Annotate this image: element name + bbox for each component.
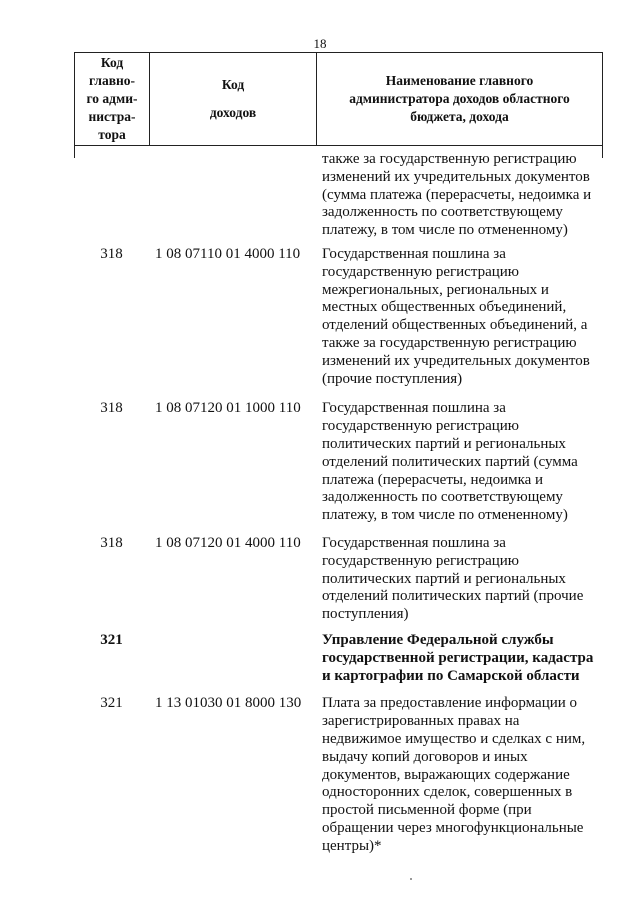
income-name-line: изменений их учредительных документов [322, 168, 590, 185]
table-body [74, 151, 603, 855]
income-name-line: задолженность по соответствующему [322, 204, 563, 221]
header-name [317, 53, 602, 145]
admin-code-cell: 321 [100, 631, 123, 648]
income-name-line: (прочие поступления) [322, 370, 463, 387]
income-code-cell: 1 08 07120 01 1000 110 [155, 400, 301, 417]
income-name-line: платежа (перерасчеты, недоимка и [322, 471, 544, 488]
header-line: Наименование главного [385, 73, 534, 88]
header-line: го адми- [86, 91, 138, 106]
income-name-line: государственную регистрацию [322, 552, 519, 569]
table-row [74, 632, 603, 685]
income-name-line: обращении через многофункциональные [322, 819, 584, 836]
income-name-cell [316, 534, 584, 624]
income-name-line: задолженность по соответствующему [322, 489, 563, 506]
admin-code-cell: 318 [100, 245, 123, 262]
income-name-line: государственную регистрацию [322, 418, 519, 435]
admin-code-cell: 318 [100, 534, 123, 551]
header-line: бюджета, дохода [410, 109, 509, 124]
header-admin-code [75, 53, 150, 145]
income-name-line: центры)* [322, 837, 382, 854]
income-name-line: Государственная пошлина за [322, 534, 506, 551]
header-line: нистра- [88, 109, 136, 124]
income-name-line: зарегистрированных правах на [322, 713, 520, 730]
income-name-line: выдачу копий договоров и иных [322, 748, 528, 765]
income-name-cell [316, 245, 590, 388]
income-name-cell [316, 695, 586, 855]
table-row [74, 535, 603, 624]
income-name-line: государственной регистрации, кадастра [322, 649, 594, 666]
income-name-line: также за государственную регистрацию [322, 334, 577, 351]
header-line: доходов [209, 105, 257, 120]
page-number: 18 [313, 36, 327, 51]
income-name-line: Управление Федеральной службы [322, 631, 554, 648]
income-name-line: односторонних сделок, совершенных в [322, 784, 573, 801]
table-row [74, 695, 603, 855]
income-code-cell [149, 632, 316, 685]
income-name-line: политических партий и региональных [322, 570, 566, 587]
income-name-line: Плата за предоставление информации о [322, 695, 578, 712]
income-name-line: государственную регистрацию [322, 263, 519, 280]
header-line: главно- [88, 73, 136, 88]
income-name-cell [316, 151, 592, 240]
income-name-line: поступления) [322, 606, 409, 623]
header-income-code [150, 53, 317, 145]
income-name-line: простой письменной форме (при [322, 802, 532, 819]
income-name-cell [316, 631, 594, 685]
scan-speck [410, 878, 412, 880]
income-name-line: Государственная пошлина за [322, 245, 506, 262]
income-name-line: платежу, в том числе по отмененному) [322, 507, 568, 524]
income-name-line: (сумма платежа (перерасчеты, недоимка и [322, 186, 592, 203]
income-name-line: также за государственную регистрацию [322, 151, 577, 167]
income-code-cell [149, 151, 316, 240]
admin-code-cell: 318 [100, 400, 123, 417]
table-header [74, 52, 603, 146]
income-name-line: документов, выражающих содержание [322, 766, 570, 783]
admin-code-cell [74, 151, 149, 240]
income-name-line: недвижимое имущество и сделках с ним, [322, 730, 586, 747]
income-code-cell: 1 13 01030 01 8000 130 [155, 695, 302, 712]
income-code-cell: 1 08 07110 01 4000 110 [155, 245, 301, 262]
table-row [74, 400, 603, 525]
income-name-line: изменений их учредительных документов [322, 352, 590, 369]
income-name-line: политических партий и региональных [322, 435, 566, 452]
header-line: Код [100, 55, 124, 70]
income-name-line: межрегиональных, региональных и [322, 281, 549, 298]
header-line: тора [98, 127, 126, 142]
income-name-cell [316, 400, 578, 525]
income-name-line: отделений общественных объединений, а [322, 317, 588, 334]
income-name-line: отделений политических партий (прочие [322, 588, 584, 605]
income-code-cell: 1 08 07120 01 4000 110 [155, 534, 301, 551]
admin-code-cell: 321 [100, 695, 123, 712]
income-name-line: Государственная пошлина за [322, 400, 506, 417]
income-name-line: и картографии по Самарской области [322, 667, 580, 684]
header-line: администратора доходов областного [349, 91, 570, 106]
income-name-line: местных общественных объединений, [322, 299, 567, 316]
table-row [74, 246, 603, 388]
table-row [74, 151, 603, 240]
header-line: Код [221, 77, 245, 92]
income-name-line: платежу, в том числе по отмененному) [322, 222, 568, 239]
income-name-line: отделений политических партий (сумма [322, 453, 578, 470]
